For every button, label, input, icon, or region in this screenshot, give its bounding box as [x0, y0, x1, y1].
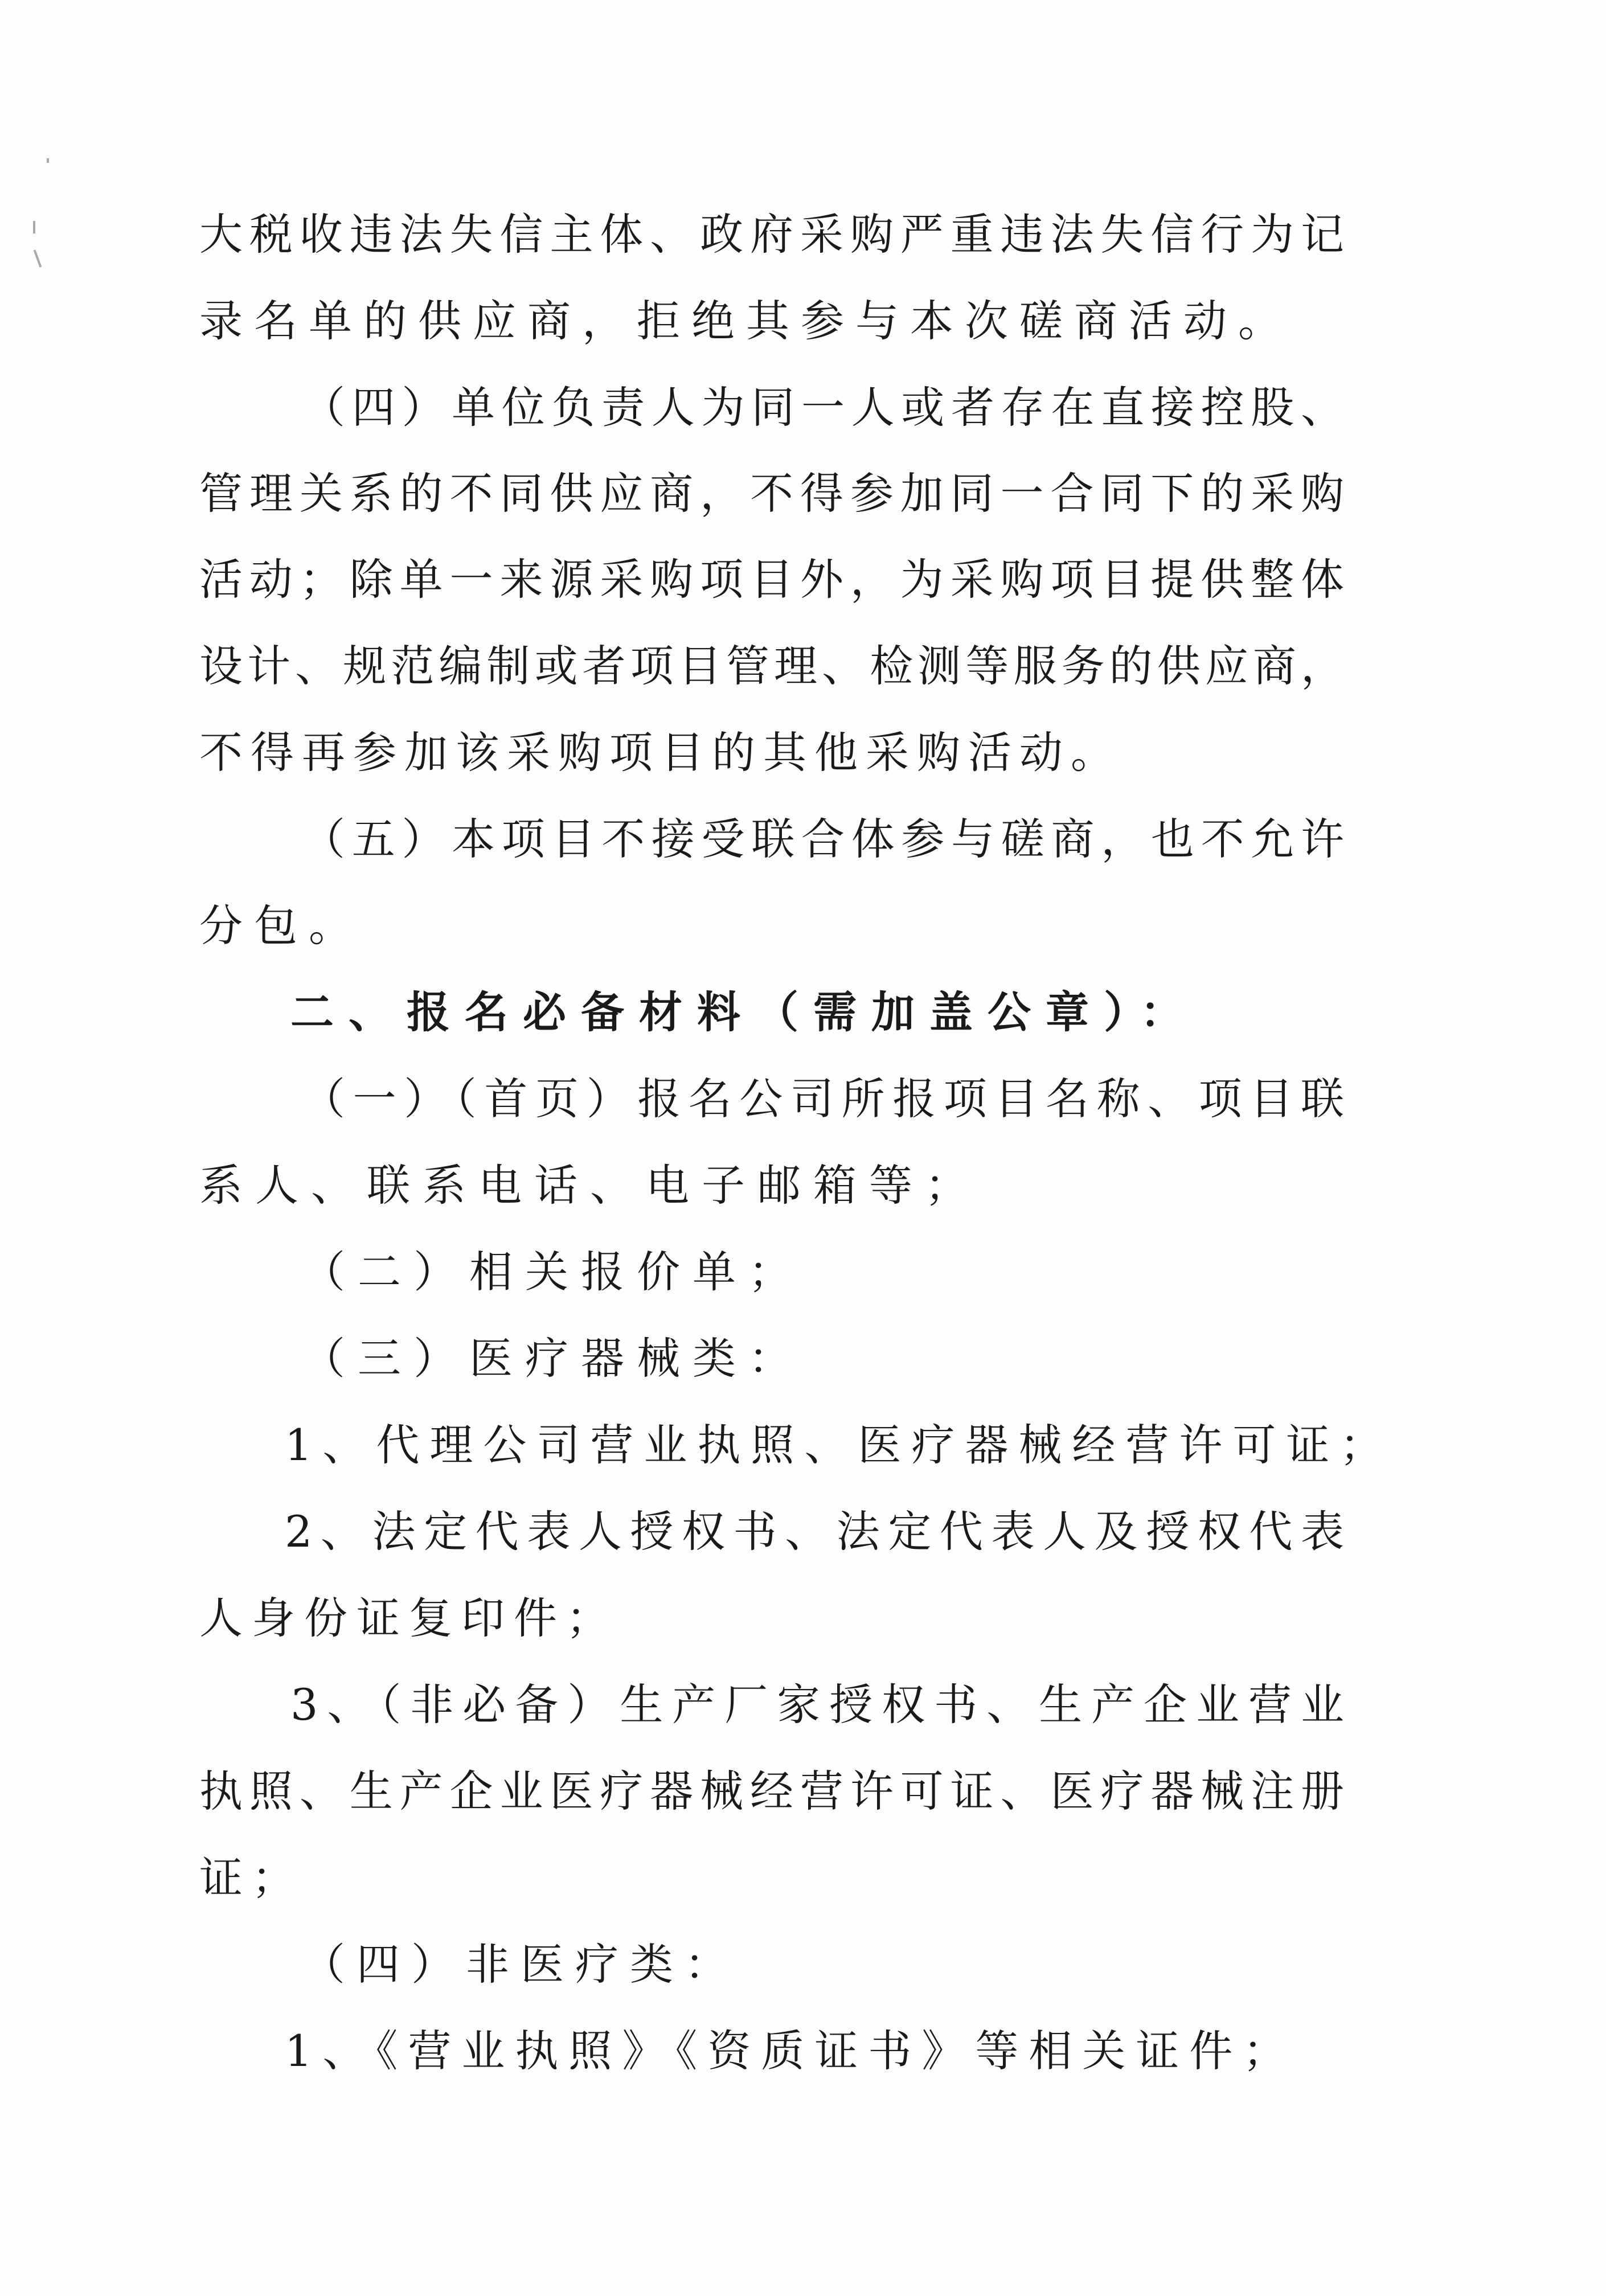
body-line: 证；: [199, 1852, 304, 1903]
body-line: 系人、联系电话、电子邮箱等；: [199, 1160, 981, 1211]
body-line: 录名单的供应商，拒绝其参与本次磋商活动。: [199, 296, 1293, 346]
body-line: （四）非医疗类：: [302, 1939, 739, 1990]
body-line: 不得再参加该采购项目的其他采购活动。: [199, 727, 1122, 778]
body-line: 1、代理公司营业执照、医疗器械经营许可证；: [285, 1420, 1394, 1470]
section-heading: 二、报名必备材料（需加盖公章）：: [290, 987, 1198, 1038]
body-line: 1、《营业执照》《资质证书》等相关证件；: [285, 2026, 1297, 2076]
scan-edge-mark: [34, 249, 42, 267]
body-line: 大税收违法失信主体、政府采购严重违法失信行为记: [199, 209, 1344, 260]
body-line: （一）（首页）报名公司所报项目名称、项目联: [302, 1073, 1344, 1124]
scan-edge-mark: [47, 158, 49, 163]
scan-edge-mark: [33, 221, 35, 233]
body-line: 3、（非必备）生产厂家授权书、生产企业营业: [290, 1679, 1344, 1730]
body-line: （四）单位负责人为同一人或者存在直接控股、: [302, 382, 1344, 433]
body-line: 管理关系的不同供应商，不得参加同一合同下的采购: [199, 468, 1344, 519]
body-line: （三）医疗器械类：: [302, 1333, 804, 1384]
body-line: 执照、生产企业医疗器械经营许可证、医疗器械注册: [199, 1766, 1344, 1817]
body-line: 活动；除单一来源采购项目外，为采购项目提供整体: [199, 554, 1344, 605]
body-line: （五）本项目不接受联合体参与磋商，也不允许: [302, 814, 1344, 864]
body-line: 人身份证复印件；: [199, 1593, 618, 1643]
body-line: 设计、规范编制或者项目管理、检测等服务的供应商，: [199, 641, 1344, 691]
body-line: 分包。: [199, 900, 363, 951]
body-line: 2、法定代表人授权书、法定代表人及授权代表: [285, 1506, 1344, 1557]
body-line: （二）相关报价单；: [302, 1247, 804, 1297]
